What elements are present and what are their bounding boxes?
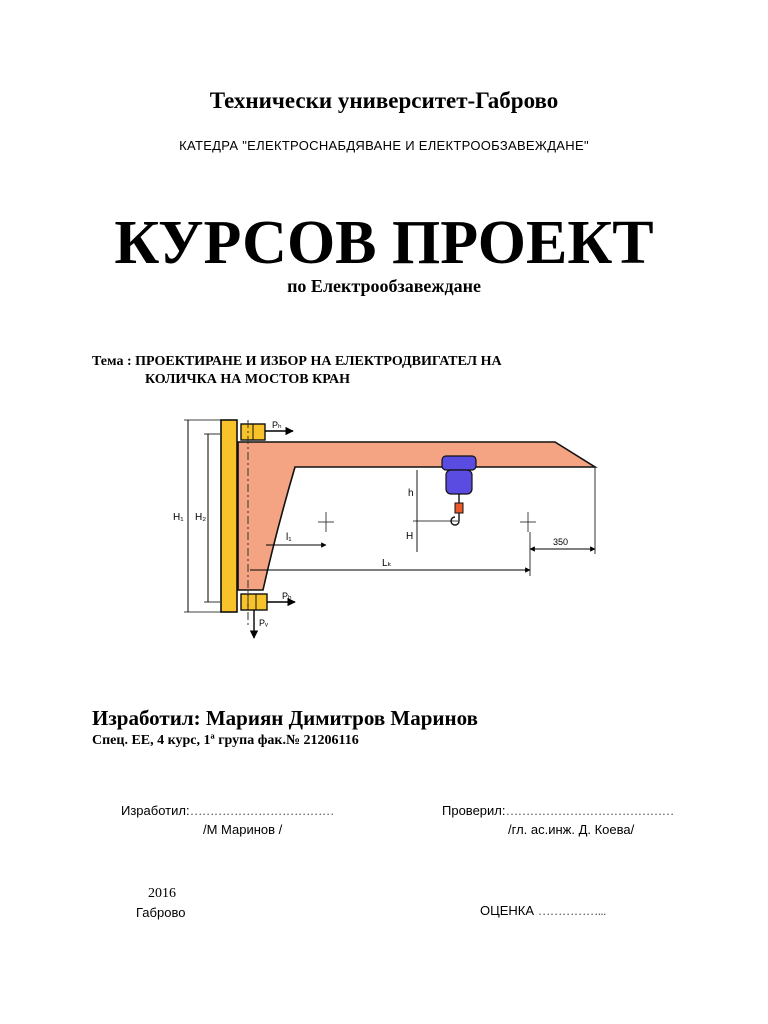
grade-dots: ……………... <box>537 903 606 918</box>
year: 2016 <box>148 886 176 901</box>
dim-H: H <box>406 531 414 542</box>
checked-by-name: /гл. ас.инж. Д. Коева/ <box>508 822 635 837</box>
author-line: Изработил: Мариян Димитров Маринов <box>92 706 478 730</box>
department-name: КАТЕДРА "ЕЛЕКТРОСНАБДЯВАНЕ И ЕЛЕКТРООБЗАВЕЖДАНЕ" <box>179 138 589 153</box>
university-name: Технически университет-Габрово <box>209 88 559 113</box>
crane-column <box>221 420 237 612</box>
checked-by-signature <box>442 803 673 818</box>
dim-h2: H₂ <box>195 512 207 523</box>
grade-label: ОЦЕНКА <box>480 903 535 918</box>
document-subject: по Електрообзавеждане <box>287 276 481 296</box>
city: Габрово <box>136 905 186 920</box>
made-by-dots: ……………………………… <box>189 803 334 818</box>
topic-line-1: Тема : ПРОЕКТИРАНЕ И ИЗБОР НА ЕЛЕКТРОДВИГАТЕЛ НА <box>92 354 502 369</box>
bottom-bearing <box>241 594 267 610</box>
trolley-hoist <box>442 456 476 525</box>
dim-h: h <box>408 488 414 499</box>
jib-crane-diagram <box>168 412 608 657</box>
made-by-signature <box>121 803 334 818</box>
force-ph-bottom: Pₕ <box>282 591 292 601</box>
crane-jib-beam <box>238 442 595 590</box>
made-by-label: Изработил: <box>121 803 190 818</box>
force-pv: Pᵥ <box>259 618 268 628</box>
checked-by-dots: …………………………………… <box>505 803 674 818</box>
checked-by-label: Проверил: <box>442 803 506 818</box>
dim-h1: H₁ <box>173 512 184 523</box>
grade-field <box>480 903 606 918</box>
topic-line-2: КОЛИЧКА НА МОСТОВ КРАН <box>145 372 351 387</box>
dim-350: 350 <box>553 537 569 547</box>
document-title: КУРСОВ ПРОЕКТ <box>114 209 654 277</box>
author-spec: Спец. ЕЕ, 4 курс, 1ª група фак.№ 21206116 <box>92 733 359 748</box>
made-by-name: /М Маринов / <box>203 822 283 837</box>
force-ph-top: Pₕ <box>272 420 282 430</box>
dim-lk: Lₖ <box>382 558 392 569</box>
dim-l1: l₁ <box>286 532 292 543</box>
